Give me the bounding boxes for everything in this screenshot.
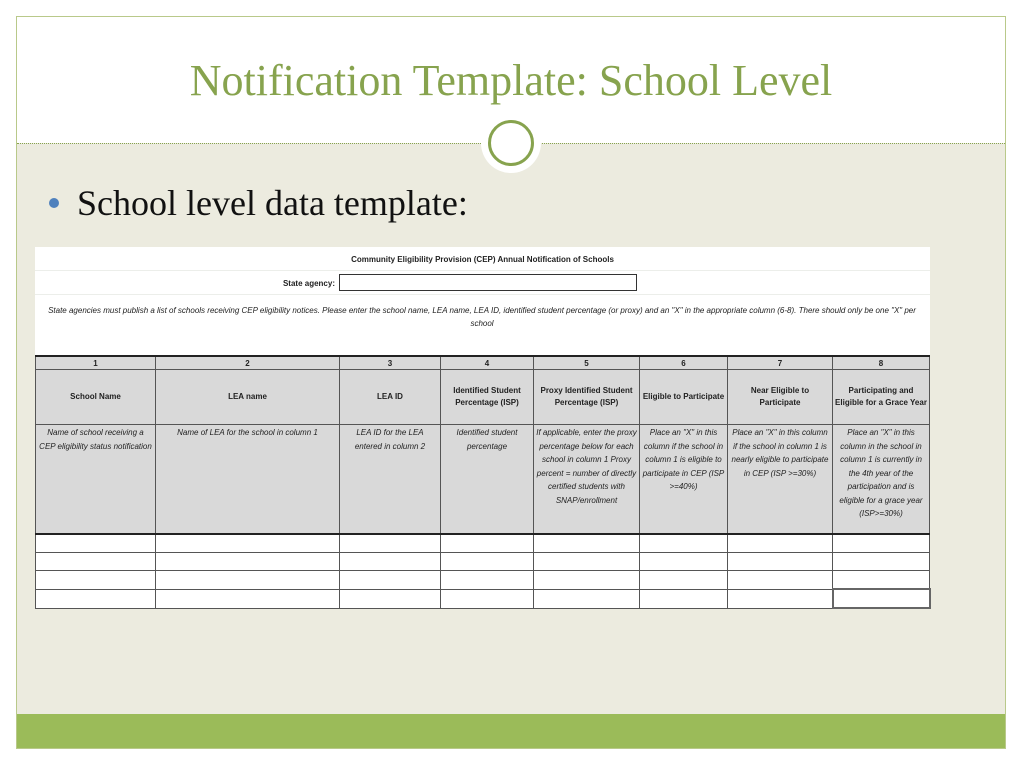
col-header-isp: Identified Student Percentage (ISP) — [441, 370, 534, 425]
gridline — [35, 270, 930, 271]
column-number-row — [36, 356, 930, 370]
data-cell[interactable] — [728, 571, 833, 590]
cep-table — [35, 355, 931, 609]
col-number: 1 — [36, 356, 156, 370]
bullet-dot-icon — [49, 198, 59, 208]
data-cell[interactable] — [534, 534, 640, 553]
data-cell[interactable] — [441, 589, 534, 608]
data-cell[interactable] — [156, 534, 340, 553]
data-cell[interactable] — [640, 589, 728, 608]
col-description: Place an "X" in this column if the school in column 1 is eligible to participate in CEP (ISP >=40%) — [640, 425, 728, 535]
data-cell[interactable] — [36, 589, 156, 608]
footer-accent-bar — [17, 714, 1005, 748]
col-header-grace-year: Participating and Eligible for a Grace Year — [833, 370, 930, 425]
circle-ornament-icon — [481, 113, 541, 173]
data-cell[interactable] — [534, 589, 640, 608]
table-row — [36, 589, 930, 608]
col-number: 4 — [441, 356, 534, 370]
col-header-lea-id: LEA ID — [340, 370, 441, 425]
col-number: 7 — [728, 356, 833, 370]
data-cell[interactable] — [156, 589, 340, 608]
data-cell[interactable] — [441, 534, 534, 553]
sheet-title: Community Eligibility Provision (CEP) Annual Notification of Schools — [351, 255, 614, 264]
col-number: 3 — [340, 356, 441, 370]
col-description: Identified student percentage — [441, 425, 534, 535]
gridline — [35, 294, 930, 295]
col-header-lea-name: LEA name — [156, 370, 340, 425]
data-cell[interactable] — [441, 553, 534, 571]
col-header-near-eligible: Near Eligible to Participate — [728, 370, 833, 425]
data-cell[interactable] — [728, 553, 833, 571]
col-description: Place an "X" in this column if the school in column 1 is nearly eligible to participate in CEP (ISP >=30%) — [728, 425, 833, 535]
table-row — [36, 571, 930, 590]
data-cell[interactable] — [640, 571, 728, 590]
col-description: Name of LEA for the school in column 1 — [156, 425, 340, 535]
col-number: 6 — [640, 356, 728, 370]
state-agency-label: State agency: — [282, 279, 335, 288]
data-cell[interactable] — [833, 553, 930, 571]
state-agency-input[interactable] — [339, 274, 637, 291]
data-cell[interactable] — [441, 571, 534, 590]
instructions-text: State agencies must publish a list of schools receiving CEP eligibility notices. Please enter the school name, LEA name, LEA ID, identified student percentage (or proxy) and an "X" in the appropriate column (6-8). There should only be one "X" per school — [48, 306, 916, 328]
data-cell[interactable] — [340, 553, 441, 571]
ring-icon — [488, 120, 534, 166]
column-header-row — [36, 370, 930, 425]
col-description: If applicable, enter the proxy percentage below for each school in column 1 Proxy percent = number of directly certified students with SNAP/enrollment — [534, 425, 640, 535]
col-header-school-name: School Name — [36, 370, 156, 425]
col-number: 5 — [534, 356, 640, 370]
data-cell[interactable] — [36, 553, 156, 571]
col-description: Place an "X" in this column in the school in column 1 is currently in the 4th year of the participation and is eligible for a grace year (ISP>=30%) — [833, 425, 930, 535]
data-cell[interactable] — [833, 571, 930, 590]
column-description-row — [36, 425, 930, 535]
table-row — [36, 553, 930, 571]
data-cell[interactable] — [340, 571, 441, 590]
data-cell[interactable] — [640, 534, 728, 553]
data-cell[interactable] — [534, 571, 640, 590]
selected-cell[interactable] — [833, 589, 930, 608]
slide-title: Notification Template: School Level — [189, 56, 833, 105]
data-cell[interactable] — [340, 534, 441, 553]
data-cell[interactable] — [534, 553, 640, 571]
slide — [16, 16, 1006, 749]
data-cell[interactable] — [156, 553, 340, 571]
data-cell[interactable] — [833, 534, 930, 553]
data-cell[interactable] — [728, 534, 833, 553]
col-number: 2 — [156, 356, 340, 370]
col-number: 8 — [833, 356, 930, 370]
table-row — [36, 534, 930, 553]
data-cell[interactable] — [728, 589, 833, 608]
data-cell[interactable] — [36, 571, 156, 590]
col-header-proxy-isp: Proxy Identified Student Percentage (ISP) — [534, 370, 640, 425]
bullet-text: School level data template: — [77, 183, 468, 223]
col-description: Name of school receiving a CEP eligibility status notification — [36, 425, 156, 535]
data-cell[interactable] — [640, 553, 728, 571]
col-description: LEA ID for the LEA entered in column 2 — [340, 425, 441, 535]
data-cell[interactable] — [340, 589, 441, 608]
data-cell[interactable] — [156, 571, 340, 590]
spreadsheet-image — [35, 247, 930, 592]
col-header-eligible: Eligible to Participate — [640, 370, 728, 425]
data-cell[interactable] — [36, 534, 156, 553]
